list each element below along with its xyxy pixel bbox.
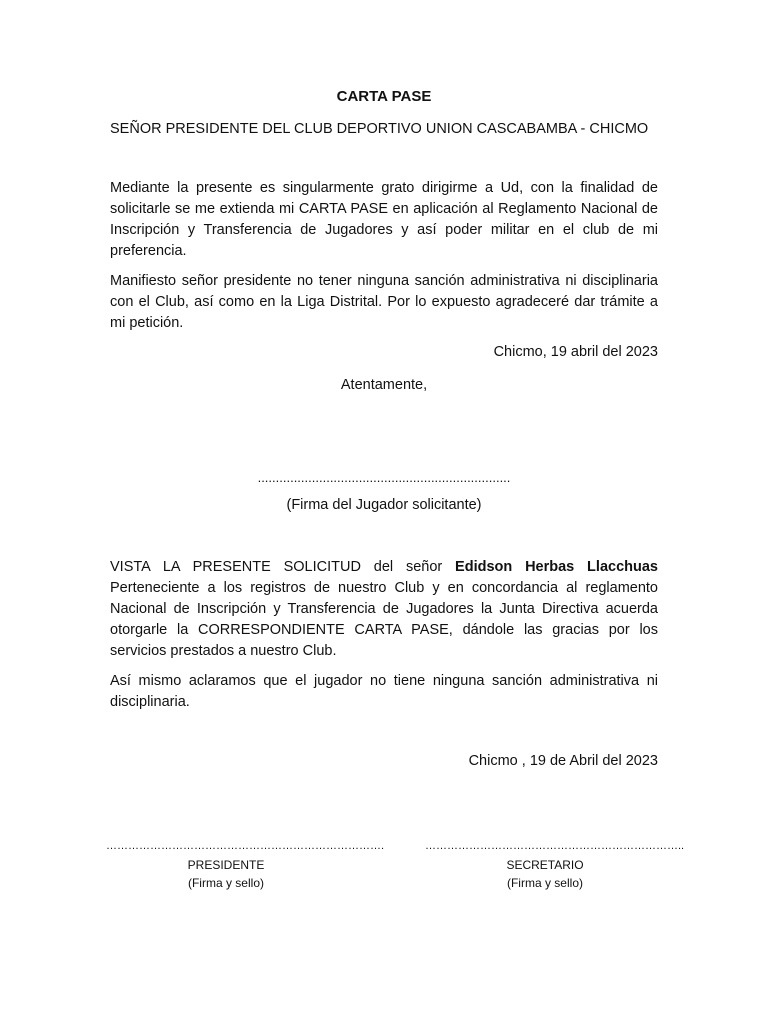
resolution-date: Chicmo , 19 de Abril del 2023 — [468, 753, 658, 769]
declaration-paragraph: Manifiesto señor presidente no tener ninguna sanción administrativa ni disciplinaria con el Club, así como en la Liga Distrital. Por lo expuesto agradeceré dar trámite a mi petición. — [110, 273, 658, 331]
resolution-paragraph — [110, 557, 658, 662]
secretary-note: (Firma y sello) — [506, 876, 583, 890]
player-signature-caption: (Firma del Jugador solicitante) — [286, 497, 482, 513]
president-signature-line: …………………………………………………………………. — [106, 840, 385, 852]
clarification-paragraph: Así mismo aclaramos que el jugador no tiene ninguna sanción administrativa ni disciplinaria. — [110, 673, 658, 710]
secretary-signature-line: …………………………………………………………….. — [425, 840, 685, 852]
addressee-line: SEÑOR PRESIDENTE DEL CLUB DEPORTIVO UNION CASCABAMBA - CHICMO — [110, 121, 649, 137]
resolution-lead: VISTA LA PRESENTE SOLICITUD del señor — [110, 559, 456, 575]
closing-salutation: Atentamente, — [340, 377, 428, 393]
request-date: Chicmo, 19 abril del 2023 — [493, 344, 658, 360]
document-title: CARTA PASE — [336, 88, 432, 105]
president-role: PRESIDENTE — [187, 858, 265, 872]
resolution-rest: Perteneciente a los registros de nuestro Club y en concordancia al reglamento Nacional de Inscripción y Transferencia de Jugadores la Junta Directiva acuerda otorgarle la CORRESPONDIENTE CARTA PASE, dándole las gracias por los servicios prestados a nuestro Club. — [110, 580, 658, 659]
secretary-role: SECRETARIO — [506, 858, 584, 872]
president-signature-block — [106, 840, 385, 890]
president-note: (Firma y sello) — [187, 876, 264, 890]
request-paragraph: Mediante la presente es singularmente grato dirigirme a Ud, con la finalidad de solicitarle se me extienda mi CARTA PASE en aplicación al Reglamento Nacional de Inscripción y Transferencia de Jugadores y así poder militar en el club de mi preferencia. — [110, 180, 658, 259]
secretary-signature-block — [425, 840, 685, 890]
player-name: Edidson Herbas Llacchuas — [455, 559, 658, 575]
player-signature-line: ...................................................................... — [257, 470, 511, 485]
